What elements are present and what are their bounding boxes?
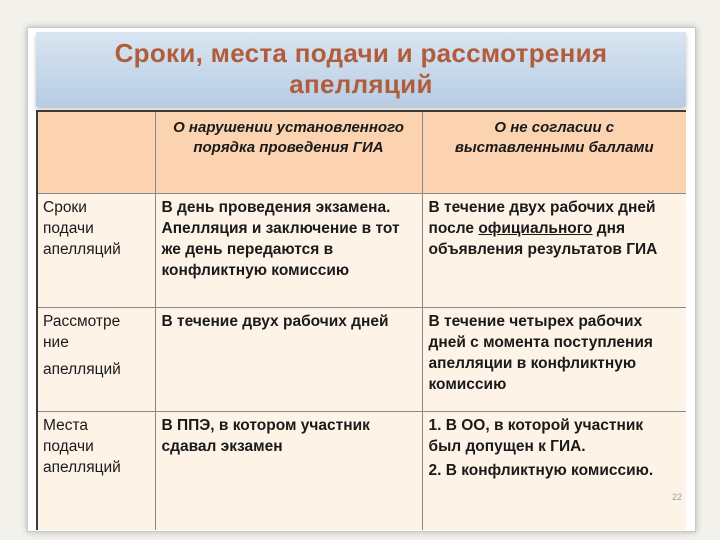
row-label-line: апелляций	[43, 360, 121, 378]
header-disagreement-scores: О не согласии с выставленными баллами	[422, 111, 686, 193]
row-label-line: подачи	[43, 437, 94, 455]
row-label-line: ние	[43, 333, 69, 351]
cell-text: В течение двух рабочих дней после	[428, 198, 656, 237]
row-label-places	[37, 411, 155, 530]
table-row	[37, 193, 686, 307]
list-item: 1. В ОО, в которой участник был допущен к ГИА.	[428, 416, 644, 455]
slide-title	[36, 32, 686, 100]
row-label-line: Рассмотре	[43, 312, 121, 330]
header-corner-cell	[37, 111, 155, 193]
row-label-line: подачи	[43, 219, 94, 237]
header-violation-procedure: О нарушении установленного порядка проведения ГИА	[155, 111, 422, 193]
table-row	[37, 307, 686, 411]
appeals-table-wrap	[36, 110, 686, 530]
appeals-table	[36, 110, 686, 530]
row-label-review	[37, 307, 155, 411]
cell-review-violation: В течение двух рабочих дней	[155, 307, 422, 411]
table-header-row	[37, 111, 686, 193]
table-row	[37, 411, 686, 530]
cell-deadlines-violation: В день проведения экзамена. Апелляция и заключение в тот же день передаются в конфликтную комиссию	[155, 193, 422, 307]
row-label-line: апелляций	[43, 240, 121, 258]
cell-deadlines-disagreement	[422, 193, 686, 307]
title-band	[36, 32, 686, 106]
row-label-line: Сроки	[43, 198, 87, 216]
row-label-deadlines	[37, 193, 155, 307]
cell-places-disagreement	[422, 411, 686, 530]
list-item: 2. В конфликтную комиссию.	[428, 461, 654, 479]
underlined-text: официального	[478, 219, 593, 237]
title-line-2: апелляций	[289, 69, 433, 99]
cell-text: дня объявления результатов ГИА	[428, 219, 658, 258]
cell-review-disagreement: В течение четырех рабочих дней с момента поступления апелляции в конфликтную комиссию	[422, 307, 686, 411]
title-line-1: Сроки, места подачи и рассмотрения	[114, 38, 608, 68]
row-label-line: Места	[43, 416, 89, 434]
cell-places-violation: В ППЭ, в котором участник сдавал экзамен	[155, 411, 422, 530]
row-label-line: апелляций	[43, 458, 121, 476]
page-number: 22	[672, 492, 683, 502]
